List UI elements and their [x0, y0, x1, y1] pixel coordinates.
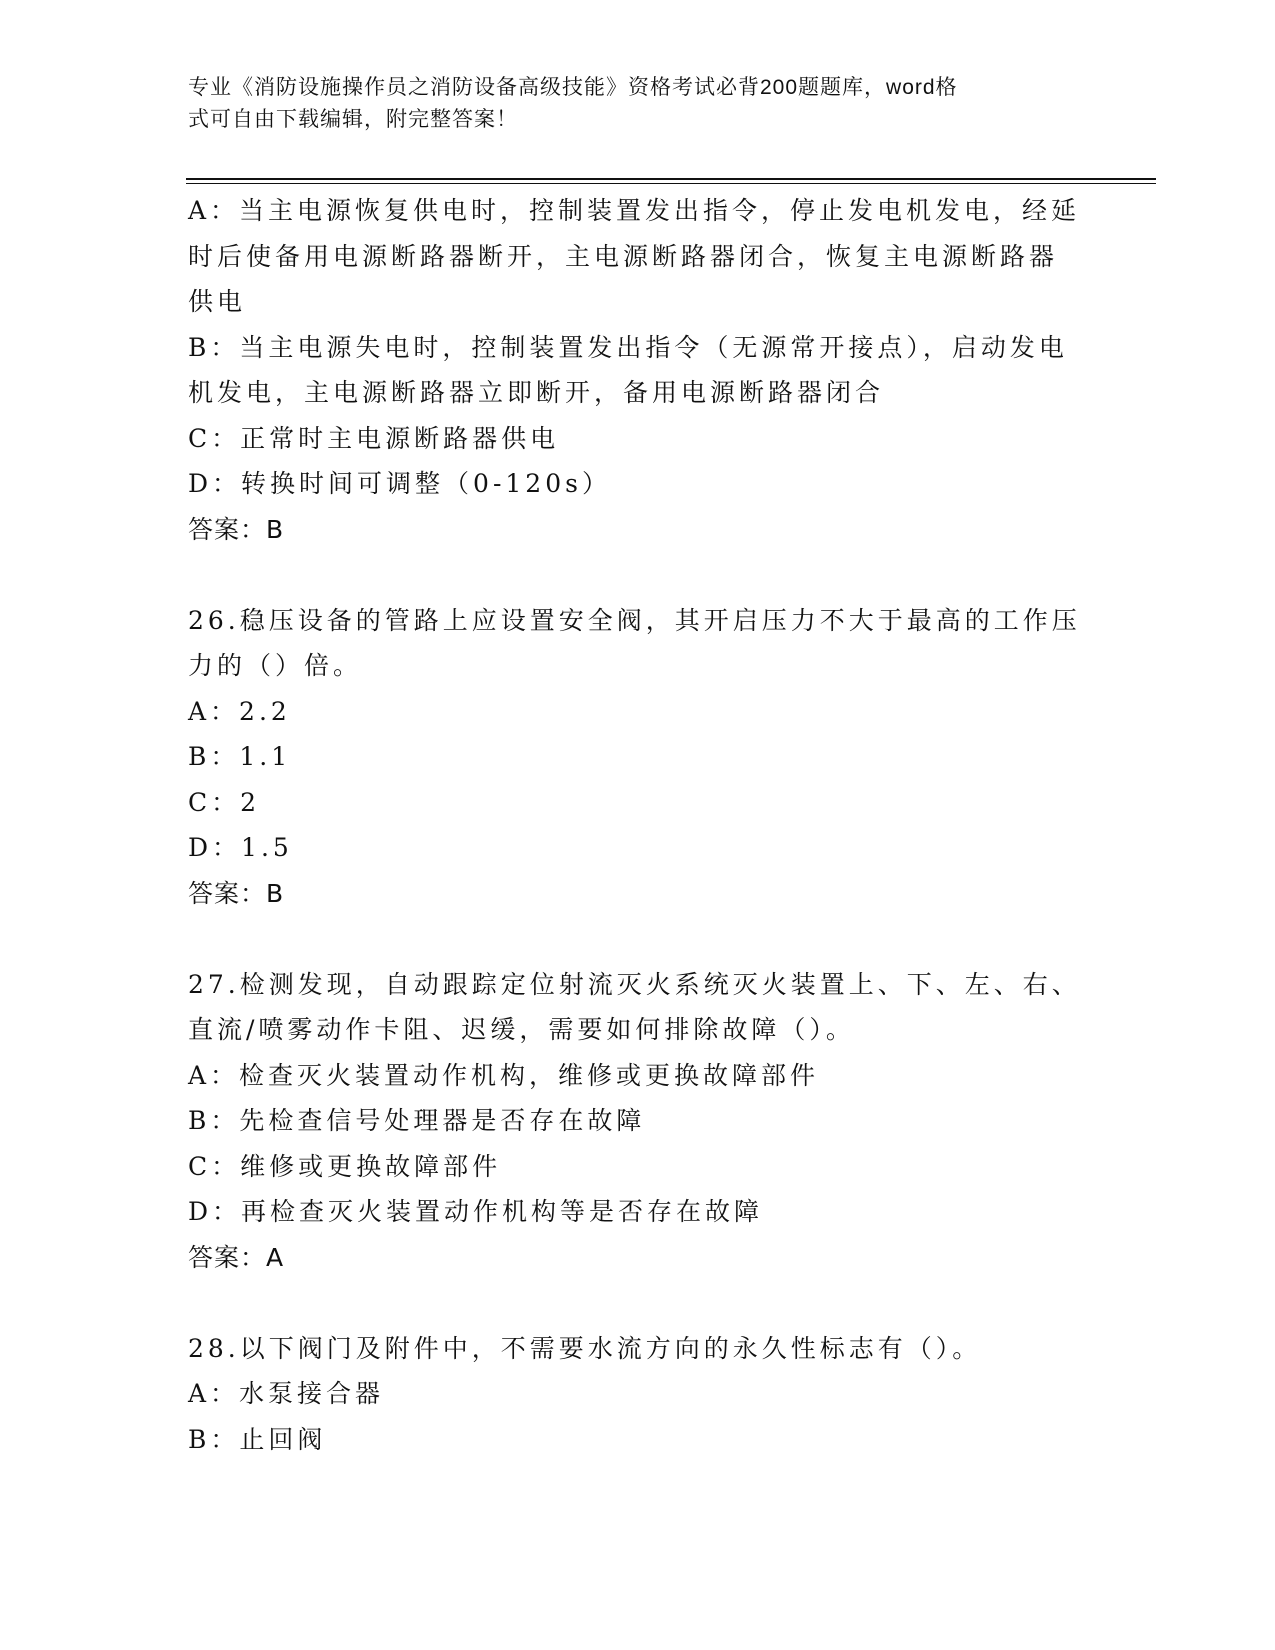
- header-divider-thin: [186, 183, 1156, 184]
- header-line-2: 式可自由下载编辑，附完整答案！: [188, 108, 518, 131]
- q25-option-c: C：正常时主电源断路器供电: [188, 423, 560, 453]
- question-25: [188, 188, 1128, 552]
- q25-option-a-line-1: A：当主电源恢复供电时，控制装置发出指令，停止发电机发电，经延: [188, 196, 1081, 225]
- q25-option-b-line-1: B：当主电源失电时，控制装置发出指令（无源常开接点），启动发电: [188, 332, 1068, 362]
- spacer: [188, 552, 1128, 598]
- q26-option-d: D：1.5: [188, 833, 293, 862]
- question-27: [188, 962, 1128, 1281]
- q28-stem: 28.以下阀门及附件中，不需要水流方向的永久性标志有（）。: [188, 1333, 982, 1363]
- q26-option-c: C：2: [188, 787, 261, 817]
- header-line-1: 专业《消防设施操作员之消防设备高级技能》资格考试必背200题题库，word格: [188, 76, 958, 99]
- q27-option-a: A：检查灭火装置动作机构，维修或更换故障部件: [188, 1060, 820, 1090]
- q25-option-d: D：转换时间可调整（0-120s）: [188, 469, 611, 498]
- q27-option-c: C：维修或更换故障部件: [188, 1151, 502, 1181]
- q28-option-a: A：水泵接合器: [188, 1379, 385, 1408]
- spacer: [188, 1280, 1128, 1326]
- q28-option-b: B：止回阀: [188, 1424, 327, 1454]
- question-content: [188, 188, 1128, 1462]
- q27-answer: 答案：A: [188, 1242, 285, 1272]
- q27-stem-line-1: 27.检测发现，自动跟踪定位射流灭火系统灭火装置上、下、左、右、: [188, 969, 1081, 999]
- q26-stem-line-2: 力的（）倍。: [188, 651, 363, 680]
- question-28: [188, 1326, 1128, 1463]
- q25-option-a-line-2: 时后使备用电源断路器断开，主电源断路器闭合，恢复主电源断路器: [188, 241, 1059, 271]
- q26-answer: 答案：B: [188, 878, 285, 908]
- document-header: [188, 72, 1068, 136]
- spacer: [188, 916, 1128, 962]
- q27-stem-line-2: 直流/喷雾动作卡阻、迟缓，需要如何排除故障（）。: [188, 1015, 855, 1044]
- q26-stem-line-1: 26.稳压设备的管路上应设置安全阀，其开启压力不大于最高的工作压: [188, 605, 1081, 635]
- q27-option-d: D：再检查灭火装置动作机构等是否存在故障: [188, 1197, 764, 1226]
- q25-option-a-line-3: 供电: [188, 287, 247, 316]
- header-divider-thick: [186, 178, 1156, 180]
- q25-option-b-line-2: 机发电，主电源断路器立即断开，备用电源断路器闭合: [188, 378, 885, 407]
- q26-option-b: B：1.1: [188, 742, 292, 771]
- q27-option-b: B：先检查信号处理器是否存在故障: [188, 1106, 646, 1135]
- q26-option-a: A：2.2: [188, 696, 291, 726]
- question-26: [188, 598, 1128, 917]
- q25-answer: 答案：B: [188, 514, 285, 544]
